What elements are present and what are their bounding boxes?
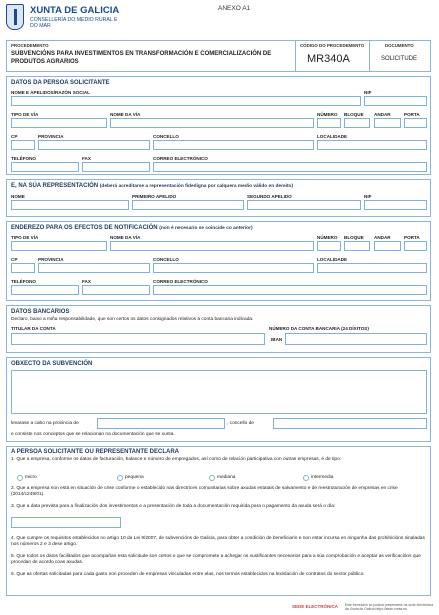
n-door-input[interactable] [404,241,427,251]
iban-input[interactable] [285,333,427,345]
n-via-name-label: NOME DA VÍA [110,235,141,240]
n-cp-input[interactable] [11,263,35,273]
account-holder-input[interactable] [11,333,265,345]
declaration-1: 1. Que a empresa, conforme os datos de facturación, balance e número de empregados, así como de relación participativa con outras empresas, é de tipo: [11,457,342,462]
fax-label: FAX [82,156,91,161]
logo-subtitle: CONSELLERÍA DO MEDIO RURAL E DO MAR [30,17,118,29]
procedure-code-label: CÓDIGO DO PROCEDEMENTO [300,43,365,48]
n-via-type-label: TIPO DE VÍA [11,235,39,240]
rep-nif-label: NIF [364,194,372,199]
phone-input[interactable] [11,162,79,172]
n-number-input[interactable] [317,241,341,251]
end-date-input[interactable] [11,517,121,528]
council-label: CONCELLO [153,134,179,139]
logo-title: XUNTA DE GALICIA [30,5,120,16]
bank-declaration: Declaro, baixo a miña responsabilidade, que son certos os datos consignados relativos á conta bancaria indicada. [11,317,254,322]
iban-label: IBAN [271,337,283,342]
cp-label: CP [11,134,18,139]
email-label: CORREO ELECTRÓNICO [153,156,208,161]
size-intermediate-label: intermedia [311,475,334,480]
n-province-label: PROVINCIA [38,257,64,262]
n-province-input[interactable] [38,263,150,273]
bank-section [6,305,431,353]
n-council-label: CONCELLO [153,257,179,262]
door-input[interactable] [404,118,427,128]
procedure-code: MR340A [307,53,350,65]
n-door-label: PORTA [404,235,420,240]
applicant-heading: DATOS DA PERSOA SOLICITANTE [11,80,110,86]
object-section [6,357,431,442]
account-number-label: NÚMERO DA CONTA BANCARIA (24 DÍXITOS) [269,326,369,331]
rep-name-label: NOME [11,194,25,199]
size-medium-radio[interactable] [209,475,215,481]
rep-second-surname-label: SEGUNDO APELIDO [247,194,292,199]
rep-first-surname-input[interactable] [132,200,244,210]
number-input[interactable] [317,118,341,128]
n-email-input[interactable] [153,285,427,295]
size-intermediate-radio[interactable] [303,475,309,481]
n-email-label: CORREO ELECTRÓNICO [153,279,208,284]
floor-input[interactable] [374,118,401,128]
name-label: NOME E APELIDOS/RAZÓN SOCIAL [11,90,90,95]
declaration-2: 2. Que a empresa non está en situación de crise conforme o establecido nas directrices comunitarias sobre axudas estatais de salvamento e de reestruturación de empresas en crise (2014/c249/01). [11,486,398,497]
n-via-type-input[interactable] [11,241,107,251]
shield-icon [6,4,24,30]
council-text: , concello de [227,421,254,426]
declaration-5: 5. Que todos os datos facilitados que acompañan esta solicitude son certos e que se compromete a achegar os xustificantes necesarios para a súa comprobación e aceptar as verificacións que procedan de acordo coas axudas. [11,554,421,565]
rep-nif-input[interactable] [364,200,427,210]
number-label: NÚMERO [317,112,338,117]
electronic-office-logo: SEDE ELECTRÓNICA [292,604,339,609]
rep-first-surname-label: PRIMEIRO APELIDO [132,194,177,199]
document-type: SOLICITUDE [381,56,418,62]
size-medium-label: mediana [217,475,236,480]
name-input[interactable] [11,96,361,106]
bank-heading: DATOS BANCARIOS [11,309,70,315]
declares-section [6,446,431,596]
declaration-3: 3. Que a data prevista para a finalización dos investimentos e a presentación de toda a documentación requirida para o pagamento da axuda será o día: [11,504,336,509]
size-small-label: pequena [125,475,144,480]
locality-label: LOCALIDADE [317,134,348,139]
nif-input[interactable] [364,96,427,106]
size-micro-label: micro [25,475,37,480]
n-floor-label: ANDAR [374,235,391,240]
block-label: BLOQUE [344,112,364,117]
n-fax-input[interactable] [82,285,150,295]
xunta-logo [6,4,136,34]
notification-heading: ENDEREZO PARA OS EFECTOS DE NOTIFICACIÓN (non é necesario se coincide co anterior) [11,225,253,231]
locality-input[interactable] [317,140,427,150]
via-type-input[interactable] [11,118,107,128]
via-type-label: TIPO DE VÍA [11,112,39,117]
size-micro-radio[interactable] [17,475,23,481]
procedure-label: PROCEDEMENTO [11,43,49,48]
n-locality-input[interactable] [317,263,427,273]
rep-name-input[interactable] [11,200,129,210]
representative-heading: E, NA SÚA REPRESENTACIÓN (deberá acreditarse a representación fidedigna por calquera medio válido en dereito) [11,183,294,189]
province-input[interactable] [38,140,150,150]
object-description-input[interactable] [11,370,427,414]
email-input[interactable] [153,162,427,172]
declaration-6: 6. Que as ofertas solicitadas para cada gasto non proceden de empresas vinculadas entre elas, nos termos establecidos na lexislación de contratos do sector público. [11,572,365,577]
council-input[interactable] [153,140,314,150]
n-fax-label: FAX [82,279,91,284]
account-holder-label: TITULAR DA CONTA [11,326,56,331]
annex-label: ANEXO A1 [218,5,251,12]
n-block-label: BLOQUE [344,235,364,240]
n-number-label: NÚMERO [317,235,338,240]
n-cp-label: CP [11,257,18,262]
block-input[interactable] [344,118,370,128]
cp-input[interactable] [11,140,35,150]
footer-text: Este formulario só poderá presentarse na sede electrónica da Xunta de Galicia https://sede.xunta.es [345,603,434,611]
fax-input[interactable] [82,162,150,172]
n-floor-input[interactable] [374,241,401,251]
procedure-title: SUBVENCIÓNS PARA INVESTIMENTOS EN TRANSFORMACIÓN E COMERCIALIZACIÓN DE PRODUTOS AGRARIOS [11,51,272,65]
province-label: PROVINCIA [38,134,64,139]
n-phone-label: TELÉFONO [11,279,37,284]
size-small-radio[interactable] [117,475,123,481]
declaration-4: 4. Que cumpre os requisitos establecidos no artigo 10 da Lei 9/2007, de subvencións de Galicia, para obter a condición de beneficiario e non estar incursa en ningunha das prohibicións sinaladas nos números 2 e 3 dese artigo. [11,536,425,547]
procedure-box [6,40,431,72]
via-name-label: NOME DA VÍA [110,112,141,117]
object-province-input[interactable] [97,418,225,429]
province-text: levarase a cabo na provincia de [11,421,79,426]
document-label: DOCUMENTO [385,43,414,48]
phone-label: TELÉFONO [11,156,37,161]
n-block-input[interactable] [344,241,370,251]
n-phone-input[interactable] [11,285,79,295]
rep-second-surname-input[interactable] [247,200,361,210]
n-locality-label: LOCALIDADE [317,257,348,262]
floor-label: ANDAR [374,112,391,117]
n-via-name-input[interactable] [110,241,314,251]
object-council-input[interactable] [273,418,427,429]
nif-label: NIF [364,90,372,95]
notification-section [6,221,431,301]
via-name-input[interactable] [110,118,314,128]
representative-section [6,179,431,217]
object-heading: OBXECTO DA SUBVENCIÓN [11,361,93,367]
applicant-section [6,76,431,175]
door-label: PORTA [404,112,420,117]
n-council-input[interactable] [153,263,314,273]
declares-heading: A PERSOA SOLICITANTE OU REPRESENTANTE DECLARA [11,449,180,455]
consists-text: e consiste nos conceptos que se relacionan na documentación que se xunta. [11,432,175,437]
